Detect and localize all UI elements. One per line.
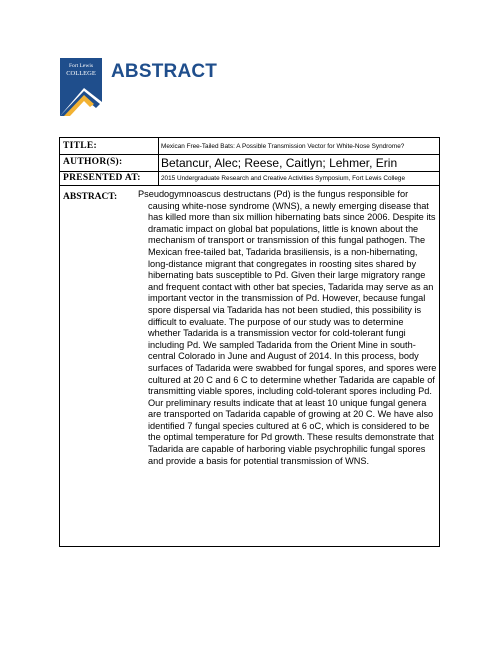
presented-divider bbox=[158, 171, 159, 185]
logo-line2: COLLEGE bbox=[66, 70, 96, 77]
abstract-form bbox=[59, 137, 440, 547]
college-logo-graphic bbox=[60, 58, 102, 116]
title-value: Mexican Free-Tailed Bats: A Possible Transmission Vector for White-Nose Syndrome? bbox=[161, 143, 405, 150]
title-divider bbox=[158, 138, 159, 154]
authors-divider bbox=[158, 154, 159, 171]
college-logo bbox=[60, 58, 102, 116]
abstract-label: ABSTRACT: bbox=[63, 192, 118, 202]
authors-label: AUTHOR(S): bbox=[63, 157, 123, 167]
authors-row bbox=[60, 154, 439, 172]
title-label: TITLE: bbox=[63, 141, 98, 151]
logo-line1: Fort Lewis bbox=[69, 63, 93, 69]
presented-value: 2015 Undergraduate Research and Creative Activities Symposium, Fort Lewis College bbox=[161, 175, 406, 182]
page-heading: ABSTRACT bbox=[111, 61, 218, 82]
abstract-text: Pseudogymnoascus destructans (Pd) is the fungus responsible for causing white-nose syndrome (WNS), a newly emerging disease that has killed more than six million hibernating bats since 2006. Despite its dramatic impact on global bat populations, little is known about the mechanism of transport or transmission of this fungal pathogen. The Mexican free-tailed bat, Tadarida brasiliensis, is a non-hibernating, long-distance migrant that congregates in roosting sites shared by hibernating bats susceptible to Pd. Given their large migratory range and frequent contact with other bat species, Tadarida may serve as an important vector in the transmission of Pd. However, because fungal spore dispersal via Tadarida has not been studied, this possibility is difficult to evaluate. The purpose of our study was to determine whether Tadarida is a transmission vector for cold-tolerant fungi including Pd. We sampled Tadarida from the Orient Mine in south-central Colorado in June and August of 2014. In this process, body surfaces of Tadarida were swabbed for fungal spores, and spores were cultured at 20 C and 6 C to determine whether Tadarida are capable of transmitting viable spores, including cold-tolerant spores including Pd. Our preliminary results indicate that at least 10 unique fungal genera are transported on Tadarida capable of growing at 20 C. We have also identified 7 fungal species cultured at 6 oC, which is considered to be the optimal temperature for Pd growth. These results demonstrate that Tadarida are capable of harboring viable psychrophilic fungal spores and provide a basis for potential transmission of WNS. bbox=[138, 189, 437, 466]
presented-label: PRESENTED AT: bbox=[63, 173, 141, 183]
authors-value: Betancur, Alec; Reese, Caitlyn; Lehmer, Erin bbox=[161, 156, 398, 170]
title-row bbox=[60, 138, 439, 155]
presented-row bbox=[60, 171, 439, 186]
